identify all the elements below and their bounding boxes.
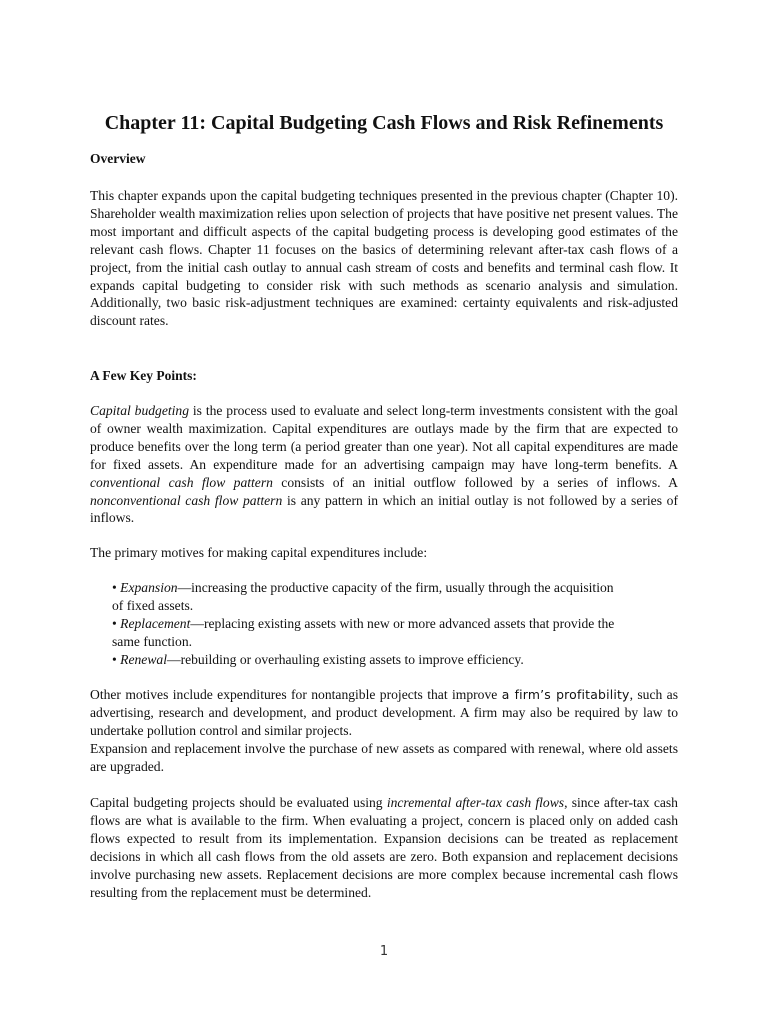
term-expansion: Expansion — [120, 580, 178, 595]
expansion-replacement-paragraph: Expansion and replacement involve the purchase of new assets as compared with renewal, where old assets are upgraded. — [90, 741, 678, 774]
motives-intro: The primary motives for making capital expenditures include: — [90, 545, 428, 560]
other-motives-sans-text: a firm’s profitability — [501, 687, 630, 702]
term-renewal: Renewal — [120, 651, 167, 667]
incremental-cash-flows-paragraph — [90, 794, 678, 901]
list-item — [112, 579, 678, 615]
replacement-text-cont: same function. — [112, 633, 193, 649]
list-item — [112, 651, 678, 669]
key-points-heading: A Few Key Points: — [90, 368, 197, 383]
capital-budgeting-text-3: is any pattern in which an initial outlay is not followed by a series of inflows. — [90, 492, 679, 526]
document-page — [90, 0, 678, 1024]
other-motives-text-b: , such as advertising, research and development, and product development. A firm may also be required by law to undertake pollution control and similar projects. — [90, 687, 679, 738]
renewal-text: —rebuilding or overhauling existing assets to improve efficiency. — [166, 651, 524, 667]
capital-budgeting-paragraph — [90, 402, 678, 527]
incremental-text-2: , since after-tax cash flows are what is available to the firm. When evaluating a project, concern is placed only on added cash flows expected to result from its implementation. Expansion decisions can be treated as replacement decisions in which all cash flows from the old assets are zero. Both expansion and replacement decisions involve purchasing new assets. Replacement decisions are more complex because incremental cash flows resulting from the replacement must be determined. — [90, 795, 678, 900]
term-nonconventional-pattern: nonconventional cash flow pattern — [90, 492, 283, 508]
capital-budgeting-text-1: is the process used to evaluate and select long-term investments consistent with the goal of owner wealth maximization. Capital expenditures are outlays made by the firm that are expected to produce benefits over the long term (a period greater than one year). Not all capital expenditures are made for fixed assets. An expenditure made for an advertising campaign may have long-term benefits. A — [90, 403, 678, 472]
replacement-text: —replacing existing assets with new or more advanced assets that provide the — [190, 615, 615, 631]
chapter-title: Chapter 11: Capital Budgeting Cash Flows and Risk Refinements — [104, 112, 664, 134]
list-item — [112, 615, 678, 651]
page-number: 1 — [379, 944, 389, 959]
expansion-text-cont: of fixed assets. — [112, 597, 194, 613]
term-replacement: Replacement — [120, 615, 191, 631]
other-motives-text-a: Other motives include expenditures for nontangible projects that improve — [90, 687, 502, 702]
bullet-mark: • — [112, 580, 117, 595]
bullet-mark: • — [112, 615, 117, 631]
term-conventional-pattern: conventional cash flow pattern — [90, 474, 273, 490]
motives-list — [112, 579, 678, 669]
overview-heading: Overview — [90, 151, 146, 166]
capital-budgeting-text-2: consists of an initial outflow followed by a series of inflows. A — [272, 474, 678, 490]
term-incremental-after-tax: incremental after-tax cash flows — [386, 795, 565, 810]
term-capital-budgeting: Capital budgeting — [90, 403, 190, 418]
expansion-text: —increasing the productive capacity of the firm, usually through the acquisition — [177, 580, 614, 595]
other-motives-paragraph — [90, 686, 678, 740]
incremental-text-1: Capital budgeting projects should be evaluated using — [90, 795, 387, 810]
overview-paragraph: This chapter expands upon the capital budgeting techniques presented in the previous chapter (Chapter 10). Shareholder wealth maximization relies upon selection of projects that have positive net present values. The most important and difficult aspects of the capital budgeting process is developing good estimates of the relevant cash flows. Chapter 11 focuses on the basics of determining relevant after-tax cash flows of a project, from the initial cash outlay to annual cash stream of costs and benefits and terminal cash flow. It expands capital budgeting to consider risk with such methods as scenario analysis and simulation. Additionally, two basic risk-adjustment techniques are examined: certainty equivalents and risk-adjusted discount rates. — [90, 188, 678, 329]
bullet-mark: • — [112, 651, 117, 667]
